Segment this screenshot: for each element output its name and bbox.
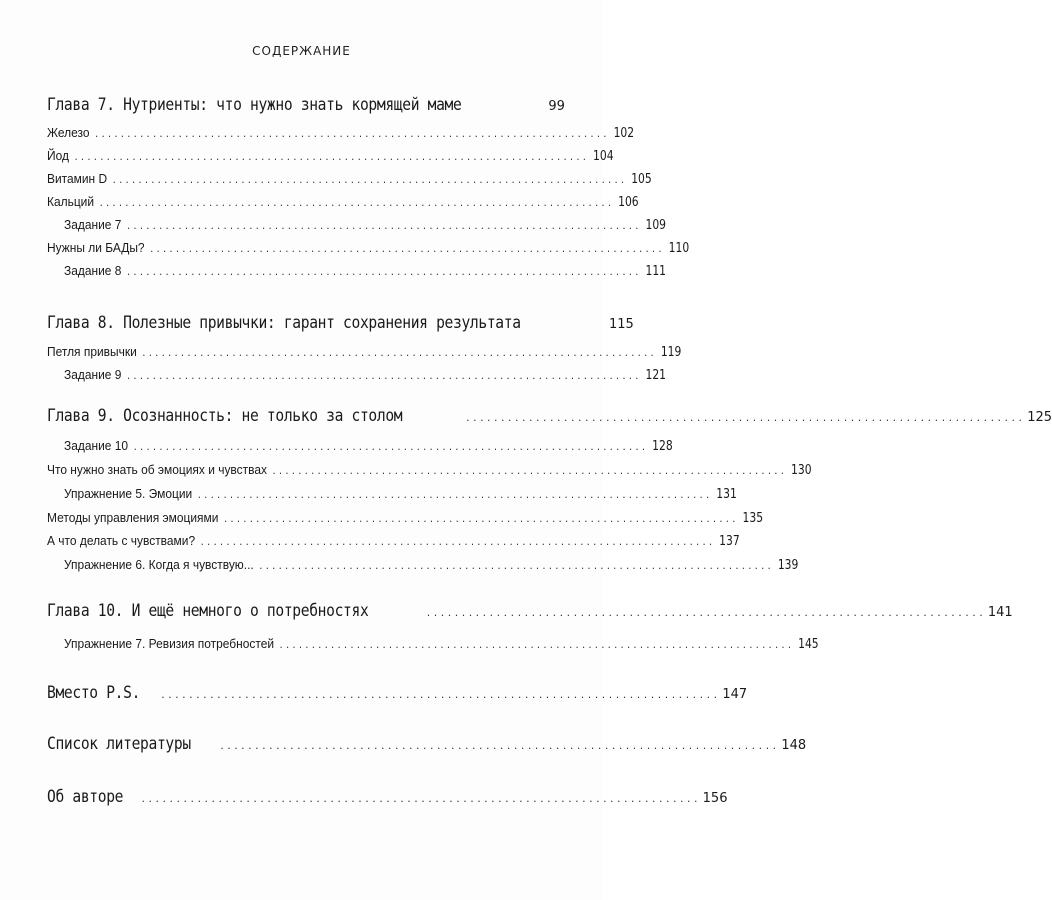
toc-title: Методы управления эмоциями [47,510,219,525]
toc-entry [47,240,690,256]
toc-title: Глава 7. Нутриенты: что нужно знать кормящей маме [47,95,462,115]
toc-title: Петля привычки [47,344,137,359]
leader-dots [127,265,638,278]
toc-title: Кальций [47,194,95,209]
leader-dots [100,196,611,209]
toc-title: Йод [47,148,69,163]
toc-page: 128 [652,439,673,454]
toc-page: 156 [702,791,728,806]
toc-page: 137 [719,534,740,549]
toc-title: Упражнение 5. Эмоции [64,486,193,501]
toc-chapter-7 [47,95,565,115]
toc-entry [47,462,812,478]
leader-dots [427,606,983,619]
leader-dots [127,219,638,232]
toc-title: Задание 10 [64,438,129,453]
leader-dots [198,488,709,501]
toc-title: Упражнение 6. Когда я чувствую... [64,557,254,572]
toc-title: Задание 9 [64,367,122,382]
toc-page: 106 [618,195,639,210]
toc-page: 145 [798,637,819,652]
toc-bibliography [47,734,807,754]
toc-entry-indented [64,636,819,652]
toc-title: Железо [47,125,90,140]
toc-title: Глава 9. Осознанность: не только за столом [47,406,403,426]
toc-title: Задание 8 [64,263,122,278]
toc-page: 115 [608,317,634,332]
leader-dots [142,792,698,805]
leader-dots [150,242,661,255]
toc-page: 130 [791,463,812,478]
leader-dots [280,638,791,651]
toc-page: 104 [593,149,614,164]
toc-entry [47,148,614,164]
leader-dots [74,150,585,163]
toc-entry [47,533,740,549]
toc-title: Задание 7 [64,217,122,232]
toc-title: Вместо P.S. [47,683,141,703]
toc-page: 109 [645,218,667,233]
leader-dots [259,559,770,572]
toc-page: 111 [645,264,667,279]
toc-title: Об авторе [47,787,124,807]
toc-about-author [47,787,728,807]
toc-page: 110 [668,241,690,256]
toc-page: 121 [645,368,667,383]
toc-entry-indented [64,217,667,233]
toc-title: Список литературы [47,734,191,754]
toc-page: 139 [777,558,799,573]
toc-title: Упражнение 7. Ревизия потребностей [64,636,275,651]
toc-entry [47,510,764,526]
toc-entry [47,125,635,141]
toc-page: 125 [1027,410,1052,425]
toc-entry-indented [64,438,673,454]
leader-dots [134,440,645,453]
toc-page: 141 [987,605,1013,620]
toc-page: 148 [781,738,807,753]
toc-title: Витамин D [47,171,108,186]
toc-afterword [47,683,748,703]
toc-chapter-9 [47,406,1052,426]
toc-title: Нужны ли БАДы? [47,240,145,255]
toc-entry [47,344,682,360]
toc-page: 99 [548,99,565,114]
toc-entry [47,194,639,210]
leader-dots [272,464,783,477]
toc-entry-indented [64,263,667,279]
toc-page: 131 [716,487,737,502]
leader-dots [220,739,776,752]
leader-dots [466,411,1022,424]
toc-chapter-8 [47,313,634,333]
toc-title: А что делать с чувствами? [47,533,196,548]
leader-dots [161,688,717,701]
leader-dots [113,173,624,186]
leader-dots [224,512,735,525]
toc-title: Глава 8. Полезные привычки: гарант сохранения результата [47,313,521,333]
toc-page: 102 [613,126,635,141]
toc-chapter-10 [47,601,1013,621]
toc-page: 105 [631,172,652,187]
leader-dots [127,369,638,382]
leader-dots [201,535,712,548]
toc-title: Глава 10. И ещё немного о потребностях [47,601,369,621]
toc-title: Что нужно знать об эмоциях и чувствах [47,462,267,477]
toc-page: 119 [660,345,682,360]
contents-heading: СОДЕРЖАНИЕ [252,44,351,58]
toc-entry-indented [64,557,799,573]
toc-page: 147 [722,687,748,702]
toc-entry-indented [64,486,737,502]
toc-entry-indented [64,367,667,383]
leader-dots [95,127,606,140]
toc-entry [47,171,652,187]
toc-page: 135 [742,511,764,526]
leader-dots [142,346,653,359]
